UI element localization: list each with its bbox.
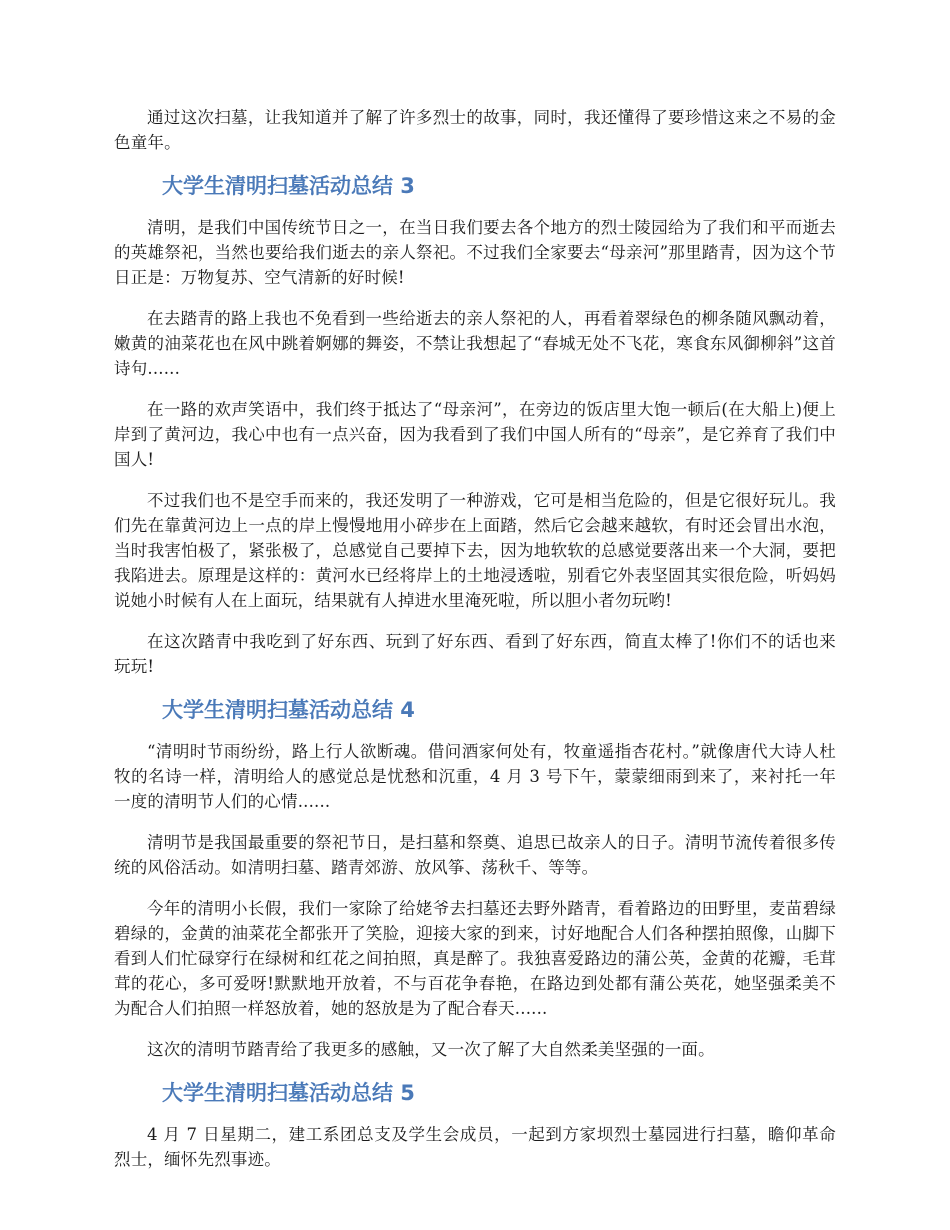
document-page [114,105,836,1188]
paragraph: 通过这次扫墓，让我知道并了解了许多烈士的故事，同时，我还懂得了要珍惜这来之不易的金色童年。 [114,108,836,152]
paragraph: 4 月 7 日星期二，建工系团总支及学生会成员，一起到方家坝烈士墓园进行扫墓，瞻仰革命烈士，缅怀先烈事迹。 [114,1125,836,1169]
section-heading-4: 大学生清明扫墓活动总结 4 [162,698,415,722]
paragraph: 今年的清明小长假，我们一家除了给姥爷去扫墓还去野外踏青，看着路边的田野里，麦苗碧绿碧绿的，金黄的油菜花全都张开了笑脸，迎接大家的到来，讨好地配合人们各种摆拍照像，山脚下看到人们忙碌穿行在绿树和红花之间拍照，真是醉了。我独喜爱路边的蒲公英，金黄的花瓣，毛茸茸的花心，多可爱呀!默默地开放着，不与百花争春艳，在路边到处都有蒲公英花，她坚强柔美不为配合人们拍照一样怒放着，她的怒放是为了配合春天...... [114,899,836,1018]
paragraph: 在这次踏青中我吃到了好东西、玩到了好东西、看到了好东西，简直太棒了!你们不的话也来玩玩! [114,632,836,676]
paragraph: 在一路的欢声笑语中，我们终于抵达了“母亲河”，在旁边的饭店里大饱一顿后(在大船上)便上岸到了黄河边，我心中也有一点兴奋，因为我看到了我们中国人所有的“母亲”，是它养育了我们中国人! [114,400,836,469]
paragraph: 这次的清明节踏青给了我更多的感触，又一次了解了大自然柔美坚强的一面。 [147,1040,715,1059]
paragraph: 清明节是我国最重要的祭祀节日，是扫墓和祭奠、追思已故亲人的日子。清明节流传着很多传统的风俗活动。如清明扫墓、踏青郊游、放风筝、荡秋千、等等。 [114,833,836,877]
section-heading-3: 大学生清明扫墓活动总结 3 [162,174,415,198]
section-heading-5: 大学生清明扫墓活动总结 5 [162,1081,415,1105]
paragraph: “清明时节雨纷纷，路上行人欲断魂。借问酒家何处有，牧童遥指杏花村。”就像唐代大诗人杜牧的名诗一样，清明给人的感觉总是忧愁和沉重，4 月 3 号下午，蒙蒙细雨到来了，来衬托一年一度的清明节人们的心情...... [114,742,836,811]
paragraph: 在去踏青的路上我也不免看到一些给逝去的亲人祭祀的人，再看着翠绿色的柳条随风飘动着，嫩黄的油菜花也在风中跳着婀娜的舞姿，不禁让我想起了“春城无处不飞花，寒食东风御柳斜”这首诗句...... [114,309,836,378]
paragraph: 不过我们也不是空手而来的，我还发明了一种游戏，它可是相当危险的，但是它很好玩儿。我们先在靠黄河边上一点的岸上慢慢地用小碎步在上面踏，然后它会越来越软，有时还会冒出水泡，当时我害怕极了，紧张极了，总感觉自己要掉下去，因为地软软的总感觉要落出来一个大洞，要把我陷进去。原理是这样的：黄河水已经将岸上的土地浸透啦，别看它外表坚固其实很危险，听妈妈说她小时候有人在上面玩，结果就有人掉进水里淹死啦，所以胆小者勿玩哟! [114,491,836,610]
paragraph: 清明，是我们中国传统节日之一，在当日我们要去各个地方的烈士陵园给为了我们和平而逝去的英雄祭祀，当然也要给我们逝去的亲人祭祀。不过我们全家要去“母亲河”那里踏青，因为这个节日正是：万物复苏、空气清新的好时候! [114,218,836,287]
